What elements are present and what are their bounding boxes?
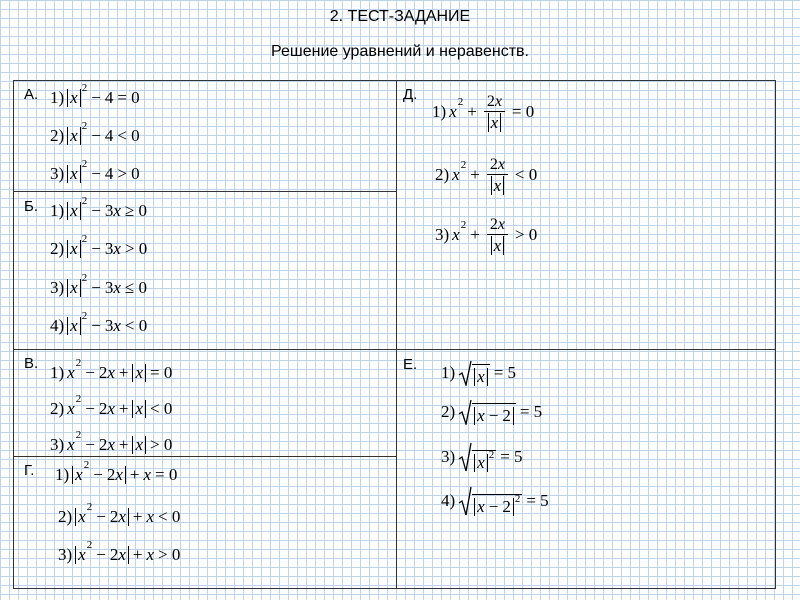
eq-b-4: 4) x 2 − 3x < 0	[50, 310, 148, 335]
eq-number: 3)	[435, 225, 450, 244]
eq-rhs: = 0	[511, 102, 535, 121]
cell-a-label: А.	[24, 86, 39, 103]
eq-g-2: 2) x 2 − 2x + x < 0	[58, 501, 181, 526]
eq-g-3: 3) x 2 − 2x + x > 0	[58, 539, 181, 564]
eq-number: 1)	[432, 102, 447, 121]
eq-b-2: 2) x 2 − 3x > 0	[50, 233, 148, 258]
page-title: 2. ТЕСТ-ЗАДАНИЕ	[329, 8, 471, 25]
eq-d-2: 2) x 2 + $\frac{2x}{x}$ < 0	[435, 156, 538, 195]
eq-number: 2)	[50, 399, 65, 418]
eq-number: 1)	[50, 88, 65, 107]
eq-b-3: 3) x 2 − 3x ≤ 0	[50, 272, 147, 297]
eq-b-1: 1) x 2 − 3x ≥ 0	[50, 195, 147, 220]
eq-rhs: < 0	[514, 165, 538, 184]
page-subtitle: Решение уравнений и неравенств.	[271, 43, 529, 60]
sqrt-sign: x 2	[458, 442, 496, 472]
eq-number: 4)	[50, 316, 65, 335]
eq-number: 1)	[441, 363, 456, 382]
cell-d-label: Д.	[403, 86, 418, 103]
eq-rhs: > 0	[158, 545, 181, 564]
eq-number: 3)	[58, 545, 73, 564]
eq-number: 3)	[50, 435, 65, 454]
eq-a-1: 1) x 2 − 4 = 0	[50, 82, 140, 107]
eq-e-2	[441, 399, 546, 425]
cell-g	[13, 456, 397, 589]
eq-rhs: > 0	[124, 239, 148, 258]
eq-rhs: < 0	[150, 399, 173, 418]
eq-number: 2)	[50, 239, 65, 258]
eq-rhs: > 0	[514, 225, 538, 244]
eq-rhs: < 0	[117, 126, 140, 145]
eq-e-3	[441, 442, 527, 472]
cell-g-label: Г.	[24, 462, 35, 479]
fraction: $\frac{2x}{x}$	[487, 155, 508, 195]
eq-rhs: = 5	[493, 363, 517, 382]
eq-a-2: 2) x 2 − 4 < 0	[50, 120, 140, 145]
eq-number: 3)	[50, 278, 65, 297]
eq-rhs: > 0	[150, 435, 173, 454]
cell-b	[13, 191, 397, 350]
eq-g-1: 1) x 2 − 2x + x = 0	[55, 459, 178, 484]
cell-d	[396, 80, 776, 350]
eq-rhs: ≤ 0	[124, 278, 147, 297]
cell-e-label: Е.	[403, 356, 418, 373]
fraction: $\frac{2x}{x}$	[487, 215, 508, 255]
eq-e-1	[441, 360, 520, 386]
eq-a-3: 3) x 2 − 4 > 0	[50, 158, 140, 183]
eq-d-3: 3) x 2 + $\frac{2x}{x}$ > 0	[435, 216, 538, 255]
eq-number: 3)	[50, 164, 65, 183]
eq-number: 4)	[441, 491, 456, 510]
eq-e-4	[441, 486, 553, 516]
cell-e	[396, 349, 776, 589]
eq-number: 1)	[55, 465, 70, 484]
eq-number: 3)	[441, 447, 456, 466]
eq-v-1: 1) x 2 − 2x + x = 0	[50, 357, 173, 382]
eq-rhs: = 0	[155, 465, 178, 484]
fraction: $\frac{2x}{x}$	[484, 92, 505, 132]
cell-b-label: Б.	[24, 198, 39, 215]
eq-number: 1)	[50, 363, 65, 382]
eq-rhs: > 0	[117, 164, 140, 183]
cell-v-label: В.	[24, 355, 39, 372]
eq-number: 2)	[58, 507, 73, 526]
eq-v-3: 3) x 2 − 2x + x > 0	[50, 429, 173, 454]
sqrt-sign: x − 2	[458, 399, 516, 425]
eq-rhs: < 0	[158, 507, 181, 526]
eq-rhs: = 5	[519, 402, 543, 421]
sqrt-sign: x	[458, 360, 490, 386]
eq-rhs: = 0	[150, 363, 173, 382]
sqrt-sign: x − 2 2	[458, 486, 522, 516]
eq-rhs: = 5	[500, 447, 523, 466]
eq-number: 1)	[50, 201, 65, 220]
cell-v	[13, 349, 397, 457]
eq-v-2: 2) x 2 − 2x + x < 0	[50, 393, 173, 418]
eq-number: 2)	[50, 126, 65, 145]
eq-rhs: = 0	[117, 88, 140, 107]
cell-a	[13, 80, 397, 192]
eq-number: 2)	[435, 165, 450, 184]
eq-number: 2)	[441, 402, 456, 421]
eq-rhs: < 0	[124, 316, 148, 335]
eq-d-1: 1) x 2 + $\frac{2x}{x}$ = 0	[432, 93, 535, 132]
eq-rhs: = 5	[526, 491, 549, 510]
eq-rhs: ≥ 0	[124, 201, 147, 220]
